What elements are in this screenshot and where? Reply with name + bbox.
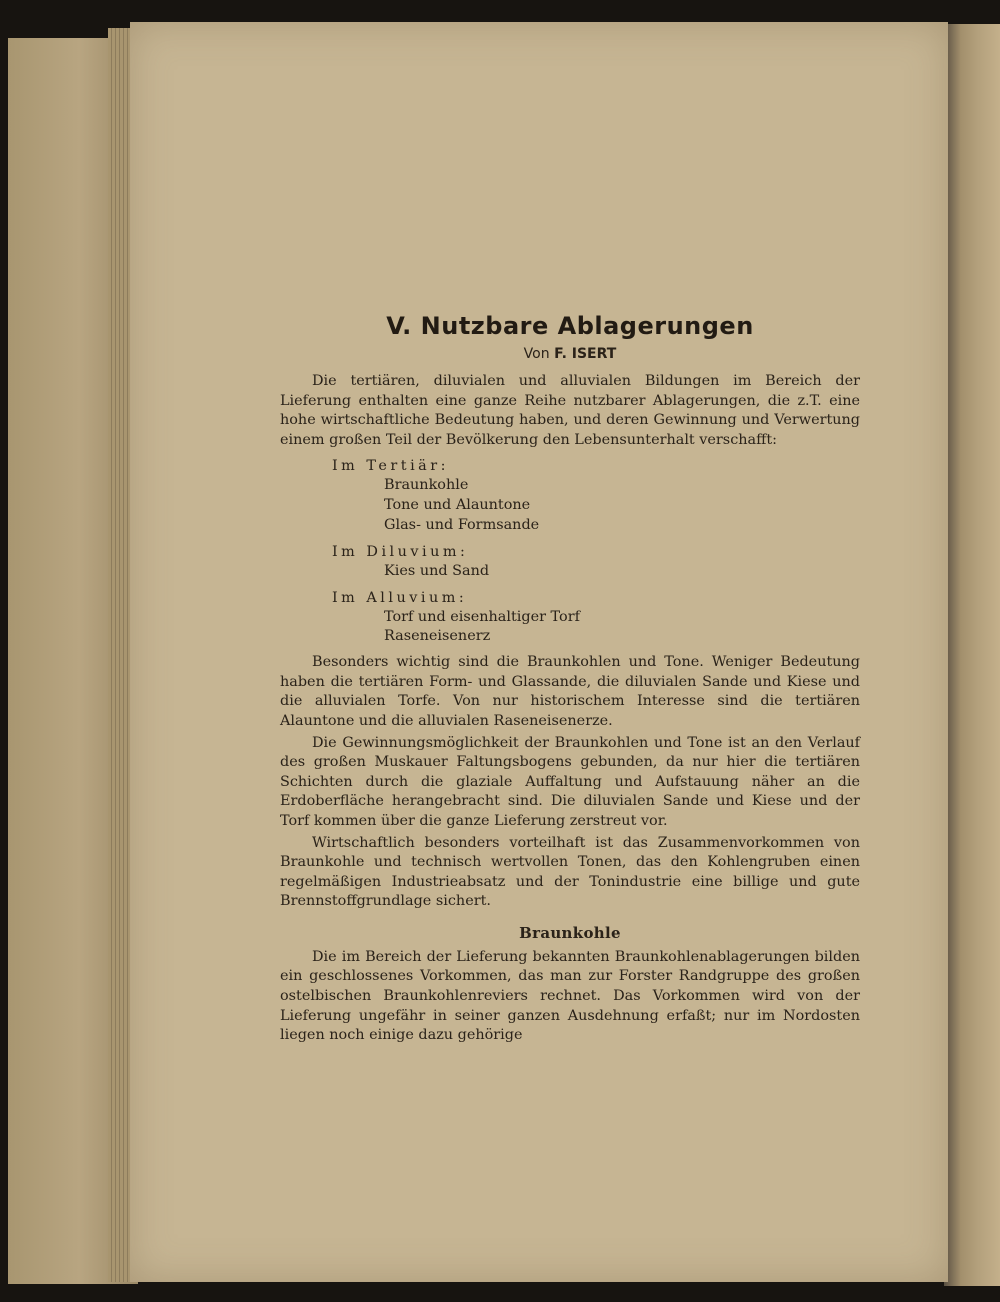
- author-name: F. ISERT: [554, 346, 617, 362]
- right-pages: [944, 24, 1000, 1286]
- list-item: Tone und Alauntone: [384, 497, 531, 514]
- list-item: Braunkohle: [384, 477, 469, 494]
- body-paragraph: Besonders wichtig sind die Braunkohlen und Tone. Weniger Bedeutung haben die tertiären Form- und Glassande, die diluvialen Sande und Kiese und die alluvialen Torfe. Von nur historischem Interesse sind die tertiären Alauntone und die alluvialen Raseneisenerze.: [280, 654, 860, 729]
- author-line: [280, 346, 860, 362]
- list-item: Raseneisenerz: [384, 628, 491, 645]
- group-label: Im Alluvium:: [332, 589, 468, 606]
- book-page: [130, 22, 948, 1282]
- section-paragraph: Die im Bereich der Lieferung bekannten Braunkohlenablagerungen bilden ein geschlossenes Vorkommen, das man zur Forster Randgruppe des großen ostelbischen Braunkohlenreviers rechnet. Das Vorkommen wird von der Lieferung ungefähr in seiner ganzen Ausdehnung erfaßt; nur im Nordosten liegen noch einige dazu gehörige: [280, 948, 860, 1044]
- list-item: Glas- und Formsande: [384, 516, 540, 533]
- deposit-list: [280, 456, 860, 647]
- section-heading: Braunkohle: [519, 923, 621, 942]
- group-label: Im Tertiär:: [332, 458, 449, 475]
- intro-paragraph: Die tertiären, diluvialen und alluvialen Bildungen im Bereich der Lieferung enthalten eine ganze Reihe nutzbarer Ablagerungen, die z.T. eine hohe wirtschaftliche Bedeutung haben, und deren Gewinnung und Verwertung einem großen Teil der Bevölkerung den Lebensunterhalt verschafft:: [280, 373, 860, 448]
- list-item: Kies und Sand: [384, 562, 490, 579]
- body-paragraph: Wirtschaftlich besonders vorteilhaft ist das Zusammenvorkommen von Braunkohle und technisch wertvollen Tonen, das den Kohlengruben einen regelmäßigen Industrieabsatz und der Tonindustrie eine billige und gute Brennstoffgrundlage sichert.: [280, 834, 860, 910]
- body-paragraph: Die Gewinnungsmöglichkeit der Braunkohlen und Tone ist an den Verlauf des großen Muskauer Faltungsbogens gebunden, da nur hier die tertiären Schichten durch die glaziale Auffaltung und Aufstauung näher an die Erdoberfläche herangebracht sind. Die diluvialen Sande und Kiese und der Torf kommen über die ganze Lieferung zerstreut vor.: [280, 734, 860, 829]
- group-label: Im Diluvium:: [332, 543, 469, 560]
- group-diluvium: [280, 542, 860, 582]
- chapter-title: V. Nutzbare Ablagerungen: [386, 312, 754, 340]
- page-content: [280, 312, 860, 1046]
- group-tertiaer: [280, 456, 860, 535]
- list-item: Torf und eisenhaltiger Torf: [384, 608, 580, 625]
- group-alluvium: [280, 588, 860, 648]
- author-prefix: Von: [523, 346, 550, 362]
